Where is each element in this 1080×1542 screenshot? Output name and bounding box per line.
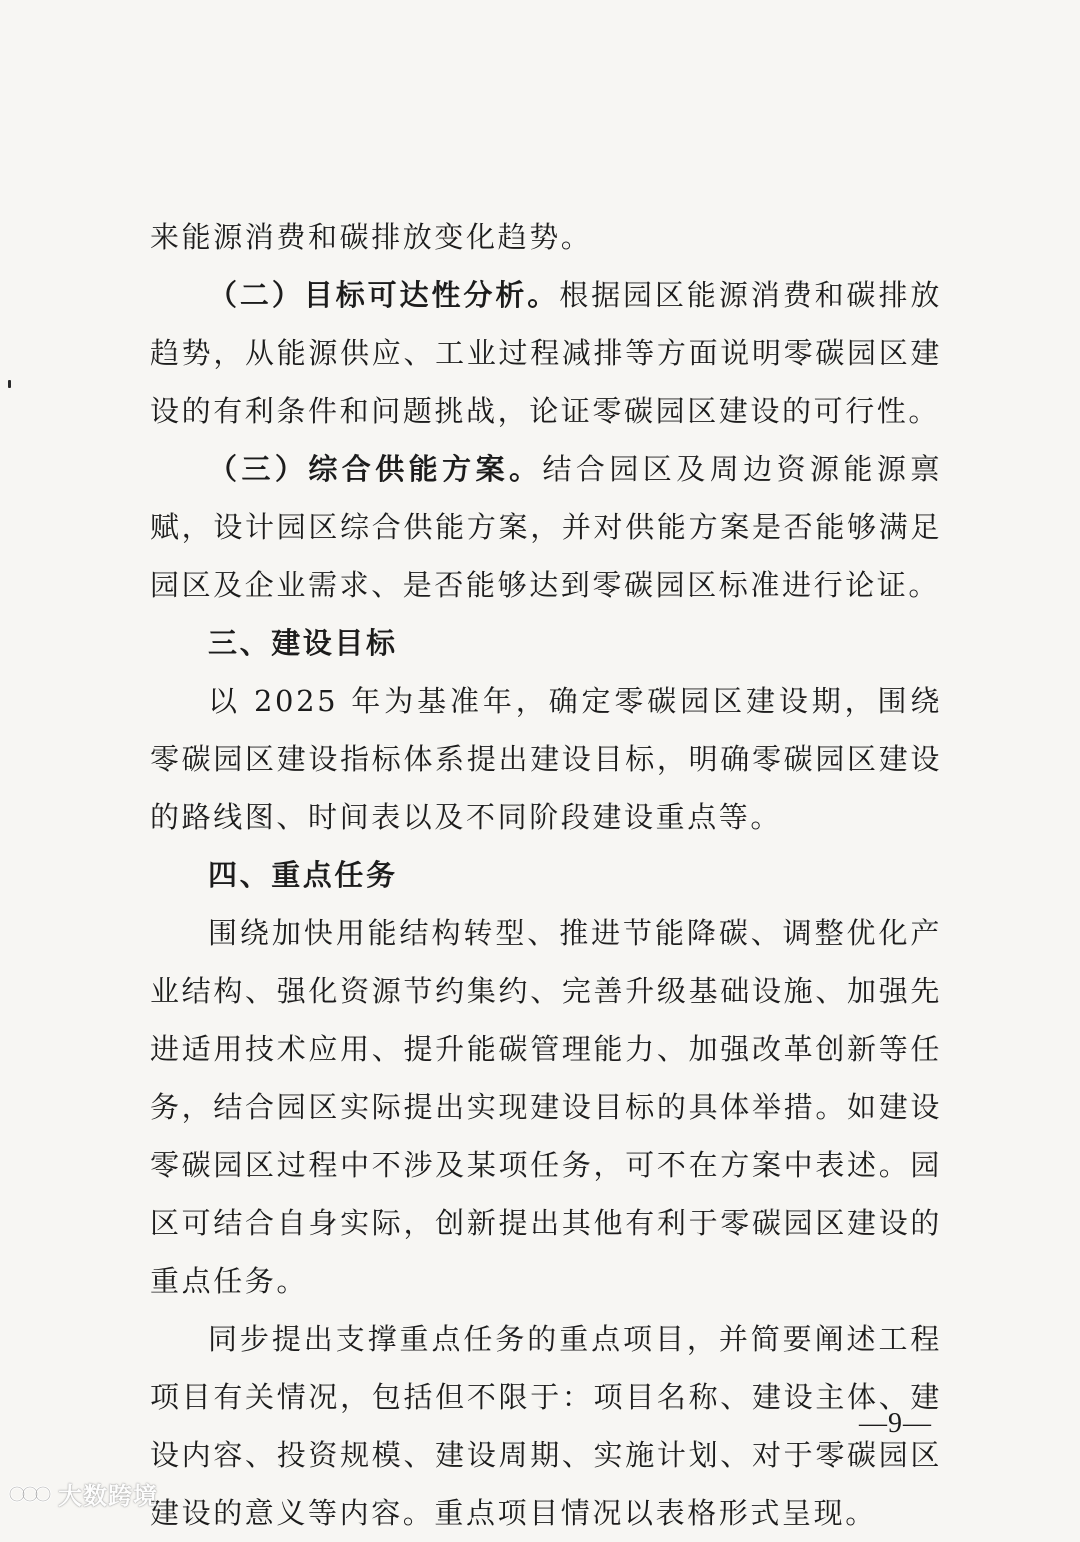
watermark-text: 大数跨境 [58,1482,158,1510]
section-heading-key-tasks: 四、重点任务 [208,858,398,892]
section-heading-construction-goals: 三、建设目标 [208,626,398,660]
paragraph-energy-supply-plan [150,440,942,614]
paragraph-lead: （三）综合供能方案。 [208,452,543,486]
paragraph-text: 以 2025 年为基准年，确定零碳园区建设期，围绕零碳园区建设指标体系提出建设目标，明确零碳园区建设的路线图、时间表以及不同阶段建设重点等。 [150,684,942,834]
document-body [150,208,942,1542]
watermark [8,1476,158,1511]
watermark-logo-icon [8,1481,52,1507]
paragraph-text: 根据园区能源消费和碳排放趋势，从能源供应、工业过程减排等方面说明零碳园区建设的有利条件和问题挑战，论证零碳园区建设的可行性。 [150,278,942,428]
paragraph-construction-goals [150,672,942,846]
paragraph-text: 来能源消费和碳排放变化趋势。 [150,220,593,254]
paragraph-target-feasibility [150,266,942,440]
paragraph-continuation [150,208,942,266]
paragraph-key-tasks [150,904,942,1310]
paragraph-key-projects [150,1310,942,1542]
margin-mark [8,380,11,388]
paragraph-lead: （二）目标可达性分析。 [208,278,560,312]
paragraph-text: 同步提出支撑重点任务的重点项目，并简要阐述工程项目有关情况，包括但不限于：项目名称、建设主体、建设内容、投资规模、建设周期、实施计划、对于零碳园区建设的意义等内容。重点项目情况以表格形式呈现。 [150,1322,942,1530]
paragraph-text: 围绕加快用能结构转型、推进节能降碳、调整优化产业结构、强化资源节约集约、完善升级基础设施、加强先进适用技术应用、提升能碳管理能力、加强改革创新等任务，结合园区实际提出实现建设目标的具体举措。如建设零碳园区过程中不涉及某项任务，可不在方案中表述。园区可结合自身实际，创新提出其他有利于零碳园区建设的重点任务。 [150,916,942,1298]
page-number: —9— [859,1408,932,1439]
paragraph-text: 结合园区及周边资源能源禀赋，设计园区综合供能方案，并对供能方案是否能够满足园区及企业需求、是否能够达到零碳园区标准进行论证。 [150,452,942,602]
